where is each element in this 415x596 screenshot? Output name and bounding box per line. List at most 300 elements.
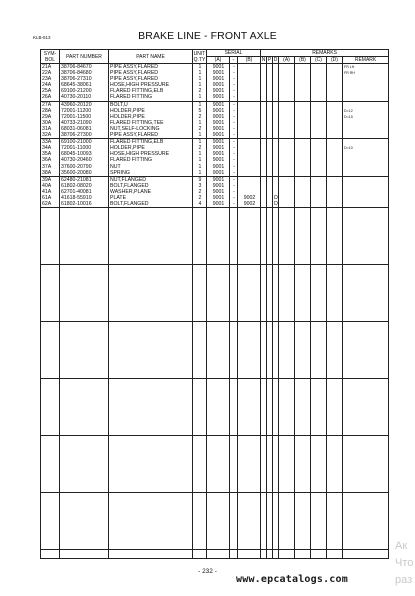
row-serial-a: 9001: [207, 126, 230, 132]
empty-cell: [343, 265, 389, 322]
row-qty: 2: [193, 195, 207, 201]
row-serial-b: 9002: [238, 201, 261, 208]
empty-cell: [41, 379, 60, 436]
row-symbol: 22A: [41, 70, 60, 76]
row-part-number: 72001-11000: [60, 145, 109, 151]
row-serial-a: 9001: [207, 157, 230, 163]
col-d: D: [273, 57, 278, 63]
row-remark-d: [327, 139, 343, 146]
empty-cell: [295, 493, 311, 550]
empty-cell: [238, 265, 261, 322]
empty-cell: [238, 436, 261, 493]
row-serial-dash: -: [230, 114, 238, 120]
row-symbol: 25A: [41, 88, 60, 94]
row-remark: FR LH: [343, 64, 389, 71]
row-part-name: BOLT,FLANGED: [109, 201, 193, 208]
row-part-number: 72001-11500: [60, 114, 109, 120]
row-part-name: PIPE ASSY,FLARED: [109, 70, 193, 76]
empty-cell: [109, 265, 193, 322]
row-serial-a: 9001: [207, 170, 230, 177]
table-row: [41, 139, 389, 146]
row-part-name: NUT,SELF-LOCKING: [109, 126, 193, 132]
table-row: [41, 201, 389, 208]
row-serial-a: 9001: [207, 189, 230, 195]
row-part-number: 38706-84680: [60, 70, 109, 76]
empty-cell: [193, 493, 207, 550]
row-remark-b: [295, 64, 311, 71]
empty-cell: [279, 208, 295, 265]
watermark-text: Ак: [395, 540, 408, 552]
row-remark-c: [311, 101, 327, 108]
col-serial-b: (B): [238, 57, 261, 64]
row-serial-dash: -: [230, 151, 238, 157]
row-serial-a: 9001: [207, 94, 230, 101]
table-header: [41, 50, 389, 64]
empty-cell: [279, 265, 295, 322]
row-qty: 2: [193, 88, 207, 94]
row-part-name: HOSE,HIGH PRESSURE: [109, 82, 193, 88]
row-serial-dash: -: [230, 70, 238, 76]
empty-cell: [311, 265, 327, 322]
row-part-number: 38706-27310: [60, 76, 109, 82]
website-watermark: www.epcatalogs.com: [236, 574, 348, 585]
row-remark: [343, 132, 389, 139]
row-qty: 1: [193, 139, 207, 146]
row-qty: 2: [193, 114, 207, 120]
row-serial-b: [238, 64, 261, 71]
empty-cell: [193, 550, 207, 559]
row-part-number: 43960-20120: [60, 101, 109, 108]
empty-cell: [230, 322, 238, 379]
empty-row: [41, 265, 389, 322]
empty-cell: [193, 322, 207, 379]
row-symbol: 31A: [41, 126, 60, 132]
row-serial-a: 9001: [207, 114, 230, 120]
row-serial-a: 9001: [207, 82, 230, 88]
row-serial-dash: -: [230, 88, 238, 94]
row-serial-dash: -: [230, 145, 238, 151]
row-remark-b: [295, 101, 311, 108]
empty-cell: [109, 379, 193, 436]
row-serial-a: 9001: [207, 88, 230, 94]
row-serial-a: 9001: [207, 101, 230, 108]
empty-cell: [238, 322, 261, 379]
empty-cell: [238, 550, 261, 559]
row-part-name: FLARED FITTING: [109, 94, 193, 101]
row-serial-b: [238, 101, 261, 108]
empty-cell: [238, 208, 261, 265]
row-part-name: PLATE: [109, 195, 193, 201]
row-serial-a: 9001: [207, 164, 230, 170]
empty-cell: [207, 208, 230, 265]
row-serial-dash: -: [230, 64, 238, 71]
row-qty: 1: [193, 82, 207, 88]
empty-cell: [41, 265, 60, 322]
row-qty: 2: [193, 145, 207, 151]
row-qty: 4: [193, 201, 207, 208]
empty-cell: [327, 322, 343, 379]
row-symbol: 41A: [41, 189, 60, 195]
empty-cell: [279, 550, 295, 559]
empty-cell: [343, 322, 389, 379]
empty-cell: [207, 265, 230, 322]
empty-cell: [60, 265, 109, 322]
row-symbol: 33A: [41, 139, 60, 146]
row-remark-a: [279, 139, 295, 146]
empty-cell: [207, 550, 230, 559]
table-row: [41, 64, 389, 71]
empty-cell: [295, 436, 311, 493]
row-serial-dash: -: [230, 157, 238, 163]
row-qty: 1: [193, 170, 207, 177]
empty-cell: [311, 379, 327, 436]
row-part-number: 68031-06081: [60, 126, 109, 132]
row-part-number: 61802-08020: [60, 183, 109, 189]
col-unit-qty: UNIT Q.TY: [193, 50, 206, 63]
empty-cell: [60, 436, 109, 493]
col-remark: REMARK: [343, 57, 389, 64]
row-remark: [343, 176, 389, 183]
row-symbol: 40A: [41, 183, 60, 189]
row-remark: [343, 201, 389, 208]
empty-cell: [295, 379, 311, 436]
row-qty: 1: [193, 164, 207, 170]
row-part-name: NUT: [109, 164, 193, 170]
empty-cell: [207, 322, 230, 379]
row-part-name: NUT,FLANGED: [109, 176, 193, 183]
row-part-name: HOLDER,PIPE: [109, 108, 193, 114]
row-part-number: 41618-55910: [60, 195, 109, 201]
col-serial-dash: -: [230, 57, 238, 64]
empty-cell: [230, 379, 238, 436]
col-n: N: [261, 57, 266, 63]
row-serial-a: 9001: [207, 76, 230, 82]
empty-cell: [279, 493, 295, 550]
empty-cell: [193, 265, 207, 322]
row-serial-dash: -: [230, 94, 238, 101]
empty-row: [41, 436, 389, 493]
row-serial-a: 9001: [207, 151, 230, 157]
watermark-text: раз: [395, 574, 413, 586]
col-remarks: REMARKS: [261, 50, 389, 57]
col-serial: SERIAL: [207, 50, 261, 57]
col-p: P: [267, 57, 272, 63]
row-symbol: 24A: [41, 82, 60, 88]
row-qty: 1: [193, 132, 207, 139]
col-remark-a: (A): [279, 57, 295, 64]
row-serial-dash: -: [230, 82, 238, 88]
row-part-number: 40733-21090: [60, 120, 109, 126]
row-part-number: 68045-10093: [60, 151, 109, 157]
empty-cell: [343, 550, 389, 559]
empty-cell: [230, 436, 238, 493]
col-remark-c: (C): [311, 57, 327, 64]
row-remark: [343, 170, 389, 177]
empty-cell: [207, 493, 230, 550]
row-symbol: 27A: [41, 101, 60, 108]
row-remark-a: [279, 64, 295, 71]
empty-cell: [41, 493, 60, 550]
page-number: - 232 -: [198, 568, 217, 575]
row-d: D: [274, 194, 278, 201]
empty-cell: [41, 208, 60, 265]
empty-cell: [60, 550, 109, 559]
row-remark: [343, 94, 389, 101]
row-serial-dash: -: [230, 126, 238, 132]
table-row: [41, 132, 389, 139]
row-qty: 1: [193, 120, 207, 126]
row-symbol: 35A: [41, 151, 60, 157]
row-part-number: 62480-21081: [60, 176, 109, 183]
row-remark-d: [327, 101, 343, 108]
row-serial-a: 9001: [207, 145, 230, 151]
row-part-name: FLARED FITTING,ELB: [109, 139, 193, 146]
row-qty: 1: [193, 157, 207, 163]
empty-cell: [41, 550, 60, 559]
empty-cell: [327, 265, 343, 322]
empty-cell: [279, 379, 295, 436]
row-remark-a: [279, 132, 295, 139]
row-qty: 1: [193, 64, 207, 71]
row-serial-a: 9001: [207, 132, 230, 139]
row-part-name: PIPE ASSY,FLARED: [109, 132, 193, 139]
empty-cell: [295, 208, 311, 265]
row-remark-c: [311, 201, 327, 208]
row-part-number: 38706-27300: [60, 132, 109, 139]
empty-row: [41, 379, 389, 436]
row-serial-b: [238, 139, 261, 146]
empty-cell: [207, 379, 230, 436]
empty-cell: [311, 550, 327, 559]
empty-cell: [295, 550, 311, 559]
row-part-name: BOLT,FLANGED: [109, 183, 193, 189]
row-part-number: 35600-20080: [60, 170, 109, 177]
row-qty: 1: [193, 101, 207, 108]
row-qty: 3: [193, 183, 207, 189]
row-serial-a: 9001: [207, 64, 230, 71]
row-part-number: 72001-11200: [60, 108, 109, 114]
row-remark-c: [311, 170, 327, 177]
row-remark: D=12: [343, 108, 389, 114]
col-part-number: PART NUMBER: [60, 50, 109, 64]
empty-cell: [109, 436, 193, 493]
row-symbol: 37A: [41, 164, 60, 170]
parts-table: [40, 49, 389, 559]
row-qty: 1: [193, 94, 207, 101]
row-part-number: 68645-38061: [60, 82, 109, 88]
row-symbol: 36A: [41, 157, 60, 163]
empty-cell: [327, 379, 343, 436]
row-remark-d: [327, 64, 343, 71]
empty-cell: [238, 379, 261, 436]
row-remark-c: [311, 94, 327, 101]
row-part-number: 37600-20790: [60, 164, 109, 170]
row-symbol: 26A: [41, 94, 60, 101]
row-serial-dash: -: [230, 176, 238, 183]
row-remark-d: [327, 170, 343, 177]
empty-cell: [230, 265, 238, 322]
row-part-name: FLARED FITTING,TEE: [109, 120, 193, 126]
empty-cell: [41, 436, 60, 493]
row-symbol: 32A: [41, 132, 60, 139]
empty-cell: [109, 493, 193, 550]
row-part-name: SPRING: [109, 170, 193, 177]
empty-cell: [207, 436, 230, 493]
empty-cell: [343, 379, 389, 436]
empty-cell: [327, 493, 343, 550]
row-symbol: 62A: [41, 201, 60, 208]
row-part-name: HOLDER,PIPE: [109, 114, 193, 120]
empty-cell: [327, 208, 343, 265]
row-serial-dash: -: [230, 164, 238, 170]
empty-cell: [311, 493, 327, 550]
row-symbol: 30A: [41, 120, 60, 126]
row-symbol: 39A: [41, 176, 60, 183]
row-remark-d: [327, 132, 343, 139]
row-symbol: 61A: [41, 195, 60, 201]
empty-cell: [193, 379, 207, 436]
row-remark: [343, 139, 389, 146]
row-serial-dash: -: [230, 101, 238, 108]
empty-row: [41, 550, 389, 559]
watermark-text: Что: [395, 557, 414, 569]
row-qty: 2: [193, 189, 207, 195]
row-remark: D=15: [343, 114, 389, 120]
empty-cell: [60, 208, 109, 265]
table-row: [41, 101, 389, 108]
empty-row: [41, 493, 389, 550]
row-serial-dash: -: [230, 108, 238, 114]
row-serial-dash: -: [230, 132, 238, 139]
row-part-number: 40730-20110: [60, 94, 109, 101]
row-serial-dash: -: [230, 170, 238, 177]
empty-cell: [327, 550, 343, 559]
row-serial-b: [238, 132, 261, 139]
empty-cell: [230, 493, 238, 550]
empty-cell: [343, 493, 389, 550]
row-serial-dash: -: [230, 195, 238, 201]
row-remark-a: [279, 101, 295, 108]
empty-cell: [327, 436, 343, 493]
row-remark-d: [327, 201, 343, 208]
row-serial-a: 9001: [207, 183, 230, 189]
row-part-name: WASHER,PLANE: [109, 189, 193, 195]
row-remark-d: [327, 176, 343, 183]
empty-cell: [109, 322, 193, 379]
empty-cell: [109, 208, 193, 265]
row-remark-b: [295, 94, 311, 101]
row-serial-a: 9001: [207, 108, 230, 114]
empty-cell: [41, 322, 60, 379]
row-qty: 1: [193, 151, 207, 157]
row-part-name: FLARED FITTING,ELB: [109, 88, 193, 94]
row-serial-b: [238, 176, 261, 183]
table-body: [41, 64, 389, 559]
row-remark-d: [327, 94, 343, 101]
row-symbol: 29A: [41, 114, 60, 120]
row-part-name: HOSE,HIGH PRESSURE: [109, 151, 193, 157]
row-serial-dash: -: [230, 139, 238, 146]
row-remark-a: [279, 94, 295, 101]
row-qty: 1: [193, 70, 207, 76]
row-serial-a: 9001: [207, 120, 230, 126]
row-symbol: 21A: [41, 64, 60, 71]
row-serial-a: 9001: [207, 70, 230, 76]
row-remark-c: [311, 132, 327, 139]
row-remark-b: [295, 139, 311, 146]
row-part-name: BOLT,U: [109, 101, 193, 108]
page-title: BRAKE LINE - FRONT AXLE: [138, 30, 277, 42]
table-row: [41, 94, 389, 101]
empty-row: [41, 322, 389, 379]
empty-cell: [295, 322, 311, 379]
row-remark-b: [295, 201, 311, 208]
row-serial-b: 9002: [238, 195, 261, 201]
row-serial-dash: -: [230, 120, 238, 126]
row-symbol: 38A: [41, 170, 60, 177]
row-serial-b: [238, 170, 261, 177]
empty-cell: [230, 208, 238, 265]
col-symbol: SYM- BOL: [41, 50, 60, 64]
row-serial-dash: -: [230, 76, 238, 82]
row-serial-dash: -: [230, 183, 238, 189]
row-serial-dash: -: [230, 201, 238, 208]
col-remark-b: (B): [295, 57, 311, 64]
row-remark: FR RH: [343, 70, 389, 76]
row-part-name: FLARED FITTING: [109, 157, 193, 163]
empty-cell: [193, 436, 207, 493]
row-part-number: 61802-10016: [60, 201, 109, 208]
col-remark-d: (D): [327, 57, 343, 64]
row-remark-c: [311, 139, 327, 146]
row-serial-dash: -: [230, 189, 238, 195]
row-part-number: 69100-21000: [60, 139, 109, 146]
row-symbol: 34A: [41, 145, 60, 151]
row-qty: 5: [193, 108, 207, 114]
catalog-code: KLB-513: [33, 35, 51, 40]
col-serial-a: (A): [207, 57, 230, 64]
row-part-name: PIPE ASSY,FLARED: [109, 76, 193, 82]
table-row: [41, 170, 389, 177]
table-row: [41, 176, 389, 183]
col-part-name: PART NAME: [109, 50, 193, 64]
empty-cell: [193, 208, 207, 265]
row-remark-b: [295, 176, 311, 183]
row-remark-c: [311, 176, 327, 183]
empty-cell: [60, 322, 109, 379]
empty-cell: [343, 436, 389, 493]
row-symbol: 23A: [41, 76, 60, 82]
row-part-number: 62701-40081: [60, 189, 109, 195]
row-symbol: 28A: [41, 108, 60, 114]
row-serial-a: 9001: [207, 139, 230, 146]
row-d: D: [274, 201, 278, 208]
empty-cell: [60, 493, 109, 550]
row-remark-a: [279, 176, 295, 183]
row-remark-b: [295, 132, 311, 139]
row-remark-b: [295, 170, 311, 177]
row-serial-a: 9001: [207, 195, 230, 201]
row-remark: [343, 101, 389, 108]
empty-cell: [230, 550, 238, 559]
row-remark: D=10: [343, 145, 389, 151]
empty-cell: [279, 436, 295, 493]
row-serial-b: [238, 94, 261, 101]
row-part-number: 40730-20460: [60, 157, 109, 163]
empty-cell: [343, 208, 389, 265]
row-part-name: HOLDER,PIPE: [109, 145, 193, 151]
row-part-name: PIPE ASSY,FLARED: [109, 64, 193, 71]
